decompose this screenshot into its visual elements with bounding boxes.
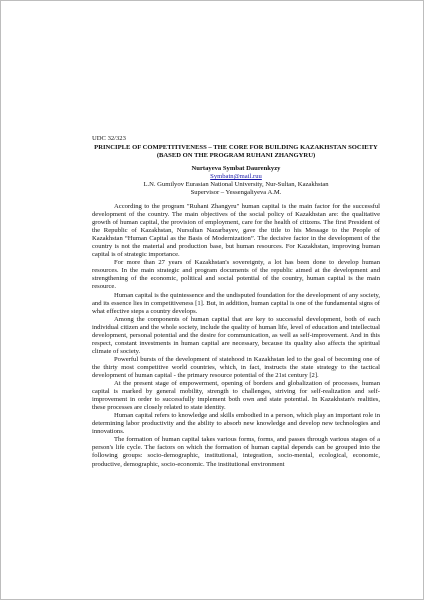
body-paragraph: At the present stage of empowerment, opening of borders and globalization of processes, human capital is marked by general mobility, strength to challenges, striving for self-realization and self-improvement in order to successfully implement both own and state potential. In Kazakhstan's realities, these processes are closely related to state identity. <box>92 380 380 412</box>
udc-code: UDC 32/323 <box>92 135 126 142</box>
body-paragraph: Human capital is the quintessence and the undisputed foundation for the development of any society, and its essence lies in competitiveness [1]. But, in addition, human capital is one of the fundamental signs of what effective steps a country develops. <box>92 291 380 315</box>
paper-page <box>92 135 380 469</box>
author-affiliation: L.N. Gumilyov Eurasian National University, Nur-Sultan, Kazakhstan <box>143 181 329 188</box>
body-paragraph: Human capital refers to knowledge and skills embodied in a person, which play an important role in determining labor productivity and the ability to absorb new knowledge and develop new technologies and innovations. <box>92 412 380 436</box>
paper-body <box>92 203 380 469</box>
body-paragraph: Among the components of human capital that are key to successful development, both of each individual citizen and the whole society, include the quality of human life, level of education and intellectual development, personal potential and the desire for communication, as well as self-improvement. And in this respect, constant investments in human capital are necessary, because its quality also affects the spiritual climate of society. <box>92 315 380 355</box>
author-email-link[interactable]: Symbatn@mail.ruu <box>210 173 262 180</box>
author-name: Nurtayeva Symbat Daurenkyzy <box>191 165 281 172</box>
body-paragraph: For more than 27 years of Kazakhstan's sovereignty, a lot has been done to develop human resources. In the main strategic and program documents of the republic aimed at the development and strengthening of the economic, political and social potential of the country, human capital is the main resource. <box>92 259 380 291</box>
body-paragraph: The formation of human capital takes various forms, forms, and passes through various stages of a person's life cycle. The factors on which the formation of human capital depends can be grouped into the following groups: socio-demographic, institutional, integration, socio-mental, ecological, economic, productive, demographic, socio-economic. The institutional environment <box>92 436 380 468</box>
supervisor-line: Supervisor – Yessengaliyeva A.M. <box>190 189 282 196</box>
paper-title: PRINCIPLE OF COMPETITIVENESS – THE CORE FOR BUILDING KAZAKHSTAN SOCIETY (BASED ON THE PROGRAM RUHANI ZHANGYRU) <box>94 144 378 159</box>
body-paragraph: According to the program "Ruhani Zhangyru" human capital is the main factor for the successful development of the country. The main objectives of the social policy of Kazakhstan are: the qualitative growth of human capital, the provision of employment, care for the health of citizens. The first President of the Republic of Kazakhstan, Nursultan Nazarbayev, gave the title to his Message to the People of Kazakhstan “Human Capital as the Basis of Modernization”. The decisive factor in the development of the country is not the material and production base, but human resources. For Kazakhstan, improving human capital is of strategic importance. <box>92 203 380 259</box>
body-paragraph: Powerful bursts of the development of statehood in Kazakhstan led to the goal of becoming one of the thirty most competitive world countries, which, in fact, instructs the state strategy to the tactical development of human capital - the primary resource potential of the 21st century [2]. <box>92 355 380 379</box>
